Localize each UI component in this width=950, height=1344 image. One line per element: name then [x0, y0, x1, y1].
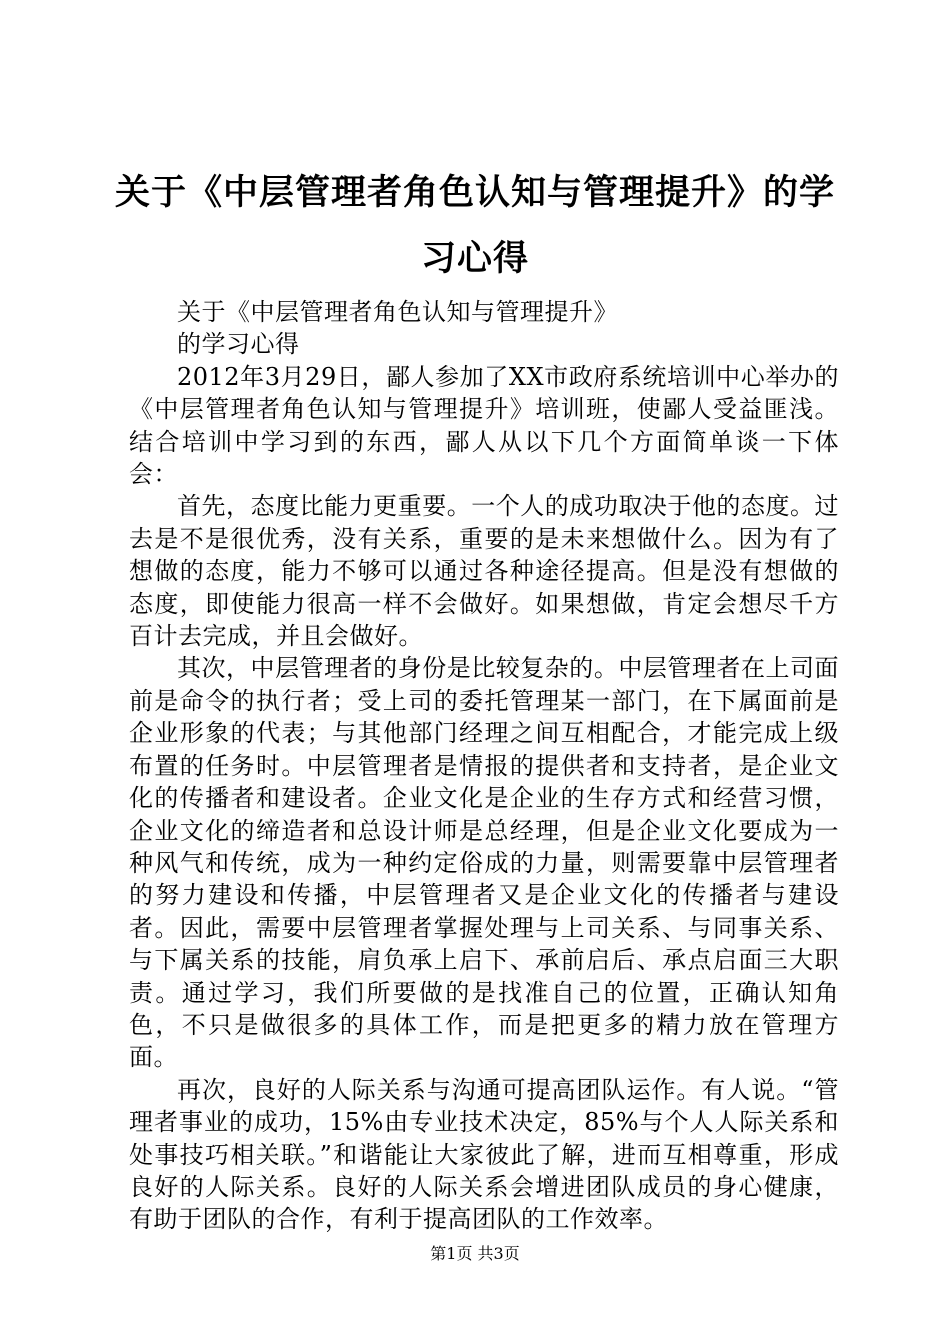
paragraph-attitude: 首先，态度比能力更重要。一个人的成功取决于他的态度。过去是不是很优秀，没有关系，重要的是未来想做什么。因为有了想做的态度，能力不够可以通过各种途径提高。但是没有想做的态度，即使能力很高一样不会做好。如果想做，肯定会想尽千方百计去完成，并且会做好。 [129, 492, 839, 651]
subtitle-line-1: 关于《中层管理者角色认知与管理提升》 [177, 298, 618, 326]
page-footer: 第1页 共3页 [430, 1244, 520, 1263]
subtitle-line-2: 的学习心得 [177, 330, 300, 359]
intro-paragraph: 2012年3月29日，鄙人参加了XX市政府系统培训中心举办的《中层管理者角色认知与管理提升》培训班，使鄙人受益匪浅。结合培训中学习到的东西，鄙人从以下几个方面简单谈一下体会： [129, 362, 839, 489]
document-title: 关于《中层管理者角色认知与管理提升》的学习心得 [114, 173, 835, 279]
document-body [129, 296, 839, 1236]
paragraph-relationships: 再次，良好的人际关系与沟通可提高团队运作。有人说。“管理者事业的成功，15%由专业技术决定，85%与个人人际关系和处事技巧相关联。”和谐能让大家彼此了解，进而互相尊重，形成良好的人际关系。良好的人际关系会增进团队成员的身心健康，有助于团队的合作，有利于提高团队的工作效率。 [129, 1075, 839, 1234]
paragraph-role: 其次，中层管理者的身份是比较复杂的。中层管理者在上司面前是命令的执行者；受上司的委托管理某一部门，在下属面前是企业形象的代表；与其他部门经理之间互相配合，才能完成上级布置的任务时。中层管理者是情报的提供者和支持者，是企业文化的传播者和建设者。企业文化是企业的生存方式和经营习惯，企业文化的缔造者和总设计师是总经理，但是企业文化要成为一种风气和传统，成为一种约定俗成的力量，则需要靠中层管理者的努力建设和传播，中层管理者又是企业文化的传播者与建设者。因此，需要中层管理者掌握处理与上司关系、与同事关系、与下属关系的技能，肩负承上启下、承前启后、承点启面三大职责。通过学习，我们所要做的是找准自己的位置，正确认知角色，不只是做很多的具体工作，而是把更多的精力放在管理方面。 [129, 654, 839, 1072]
